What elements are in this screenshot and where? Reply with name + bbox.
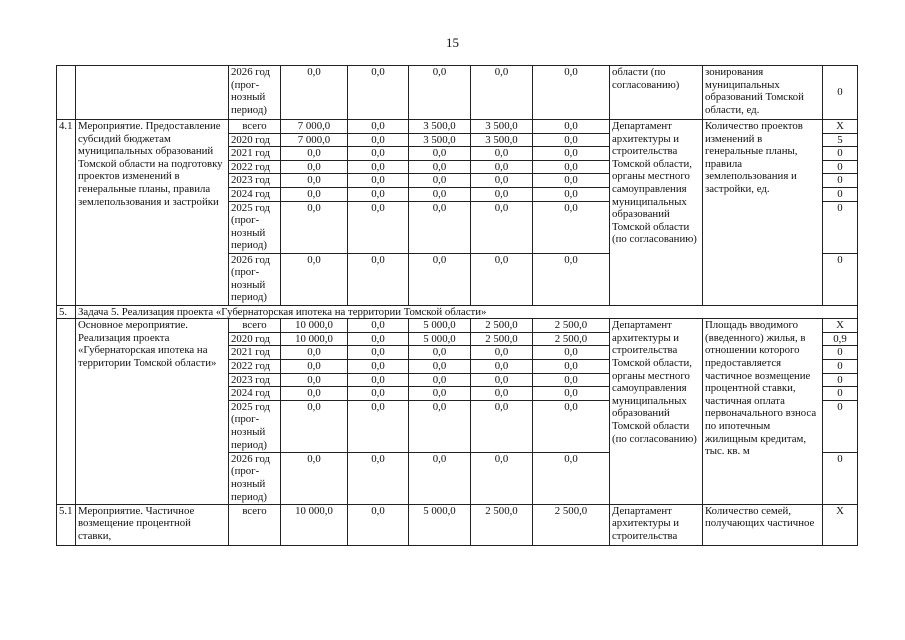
executor-text: Департамент архитектуры и строительства Томской области, органы местного самоуправления муниципальных образований Томской области (по согласованию) [610,120,703,306]
cell-value: 0,0 [348,373,409,387]
cell-value: 0,0 [281,174,348,188]
cell-value: 0,0 [348,201,409,253]
cell-value: 0,0 [533,133,610,147]
year-label: 2023 год [229,174,281,188]
cell-value: 0,0 [281,201,348,253]
cell-value: 0,0 [281,160,348,174]
indicator-value: 0 [823,387,858,401]
cell-value: 2 500,0 [471,319,533,333]
indicator-value: X [823,504,858,545]
indicator-text: зонирования муниципальных образований Томской области, ед. [703,66,823,120]
cell-value: 2 500,0 [533,332,610,346]
year-label: 2025 год (прог-нозный период) [229,201,281,253]
indicator-value: X [823,120,858,134]
cell-value: 0,0 [471,201,533,253]
table-row [57,504,858,545]
cell-value: 0,0 [471,359,533,373]
cell-value: 2 500,0 [533,319,610,333]
cell-value: 3 500,0 [409,133,471,147]
row-number: 5.1 [57,504,76,545]
cell-value: 0,0 [533,359,610,373]
year-label: всего [229,504,281,545]
cell-value: 0,0 [533,400,610,452]
indicator-text: Площадь вводимого (введенного) жилья, в отношении которого предоставляется частичное возмещение процентной ставки, частичная оплата первоначального взноса по ипотечным жилищным кредитам, тыс. кв. м [703,319,823,505]
indicator-value: X [823,319,858,333]
cell-value: 0,0 [409,174,471,188]
year-label: 2025 год (прог-нозный период) [229,400,281,452]
task-title: Задача 5. Реализация проекта «Губернаторская ипотека на территории Томской области» [76,305,858,319]
year-label: 2020 год [229,133,281,147]
task-row [57,305,858,319]
cell-value: 0,0 [348,120,409,134]
cell-value: 0,0 [471,187,533,201]
cell-value: 0,0 [281,373,348,387]
cell-value: 0,0 [533,201,610,253]
cell-value: 0,0 [281,387,348,401]
cell-value: 0,0 [348,187,409,201]
indicator-text: Количество семей, получающих частичное [703,504,823,545]
cell-value: 0,0 [533,147,610,161]
page-number: 15 [446,35,459,50]
year-label: 2022 год [229,160,281,174]
indicator-value: 0 [823,346,858,360]
cell-value: 0,0 [348,160,409,174]
cell-value: 0,0 [533,387,610,401]
indicator-value: 0 [823,160,858,174]
year-label: 2021 год [229,147,281,161]
cell-value: 0,0 [533,160,610,174]
cell-value: 2 500,0 [533,504,610,545]
year-label: 2026 год (прог-нозный период) [229,452,281,504]
cell-value: 10 000,0 [281,332,348,346]
cell-value: 0,0 [348,452,409,504]
cell-value: 0,0 [409,359,471,373]
activity-name [76,66,229,120]
cell-value: 0,0 [409,452,471,504]
indicator-value: 5 [823,133,858,147]
cell-value: 0,0 [281,66,348,120]
indicator-value: 0 [823,253,858,305]
cell-value: 0,0 [281,253,348,305]
year-label: всего [229,319,281,333]
cell-value: 0,0 [533,120,610,134]
table-row [57,319,858,333]
year-label: 2026 год (прог-нозный период) [229,253,281,305]
cell-value: 3 500,0 [471,133,533,147]
continuation-row [57,66,858,120]
row-number [57,66,76,120]
cell-value: 0,0 [409,373,471,387]
cell-value: 0,0 [533,452,610,504]
cell-value: 2 500,0 [471,504,533,545]
cell-value: 5 000,0 [409,332,471,346]
indicator-value: 0 [823,147,858,161]
table-row [57,120,858,134]
cell-value: 3 500,0 [409,120,471,134]
cell-value: 0,0 [281,452,348,504]
cell-value: 0,0 [471,400,533,452]
cell-value: 0,0 [471,66,533,120]
indicator-value: 0 [823,400,858,452]
cell-value: 0,0 [348,147,409,161]
cell-value: 0,0 [409,201,471,253]
cell-value: 0,0 [409,253,471,305]
executor-text: области (по согласованию) [610,66,703,120]
indicator-value: 0 [823,359,858,373]
cell-value: 0,0 [533,346,610,360]
year-label: всего [229,120,281,134]
year-label: 2023 год [229,373,281,387]
cell-value: 0,0 [409,160,471,174]
cell-value: 0,0 [348,359,409,373]
cell-value: 0,0 [348,253,409,305]
cell-value: 0,0 [409,187,471,201]
cell-value: 0,0 [533,253,610,305]
cell-value: 0,0 [409,66,471,120]
cell-value: 0,0 [348,319,409,333]
cell-value: 0,0 [471,452,533,504]
cell-value: 0,0 [281,187,348,201]
indicator-value: 0,9 [823,332,858,346]
cell-value: 0,0 [409,387,471,401]
year-label: 2026 год (прог-нозный период) [229,66,281,120]
cell-value: 0,0 [471,160,533,174]
indicator-value: 0 [823,373,858,387]
indicator-value: 0 [823,187,858,201]
cell-value: 0,0 [348,346,409,360]
indicator-text: Количество проектов изменений в генеральные планы, правила землепользования и застройки, ед. [703,120,823,306]
cell-value: 7 000,0 [281,120,348,134]
cell-value: 0,0 [348,332,409,346]
cell-value: 0,0 [471,147,533,161]
cell-value: 0,0 [281,359,348,373]
cell-value: 0,0 [409,147,471,161]
cell-value: 5 000,0 [409,319,471,333]
cell-value: 10 000,0 [281,504,348,545]
cell-value: 0,0 [281,147,348,161]
year-label: 2021 год [229,346,281,360]
cell-value: 0,0 [533,373,610,387]
cell-value: 3 500,0 [471,120,533,134]
activity-name: Мероприятие. Частичное возмещение процентной ставки, [76,504,229,545]
cell-value: 0,0 [348,133,409,147]
cell-value: 7 000,0 [281,133,348,147]
cell-value: 2 500,0 [471,332,533,346]
indicator-value: 0 [823,66,858,120]
executor-text: Департамент архитектуры и строительства [610,504,703,545]
activity-name: Основное мероприятие. Реализация проекта «Губернаторская ипотека на территории Томской области» [76,319,229,505]
row-number: 5. [57,305,76,319]
year-label: 2024 год [229,187,281,201]
indicator-value: 0 [823,174,858,188]
cell-value: 0,0 [348,504,409,545]
cell-value: 5 000,0 [409,504,471,545]
row-number [57,319,76,505]
cell-value: 0,0 [533,66,610,120]
cell-value: 0,0 [471,253,533,305]
cell-value: 0,0 [409,346,471,360]
cell-value: 10 000,0 [281,319,348,333]
activity-name: Мероприятие. Предоставление субсидий бюджетам муниципальных образований Томской области на подготовку проектов изменений в генеральные планы, правила землепользования и застройки [76,120,229,306]
indicator-value: 0 [823,452,858,504]
cell-value: 0,0 [471,174,533,188]
cell-value: 0,0 [348,400,409,452]
cell-value: 0,0 [471,387,533,401]
cell-value: 0,0 [281,400,348,452]
cell-value: 0,0 [471,346,533,360]
cell-value: 0,0 [533,187,610,201]
cell-value: 0,0 [409,400,471,452]
cell-value: 0,0 [471,373,533,387]
executor-text: Департамент архитектуры и строительства Томской области, органы местного самоуправления муниципальных образований Томской области (по согласованию) [610,319,703,505]
cell-value: 0,0 [281,346,348,360]
cell-value: 0,0 [348,387,409,401]
year-label: 2024 год [229,387,281,401]
year-label: 2022 год [229,359,281,373]
indicator-value: 0 [823,201,858,253]
year-label: 2020 год [229,332,281,346]
program-table [56,65,858,546]
cell-value: 0,0 [533,174,610,188]
cell-value: 0,0 [348,66,409,120]
cell-value: 0,0 [348,174,409,188]
row-number: 4.1 [57,120,76,306]
